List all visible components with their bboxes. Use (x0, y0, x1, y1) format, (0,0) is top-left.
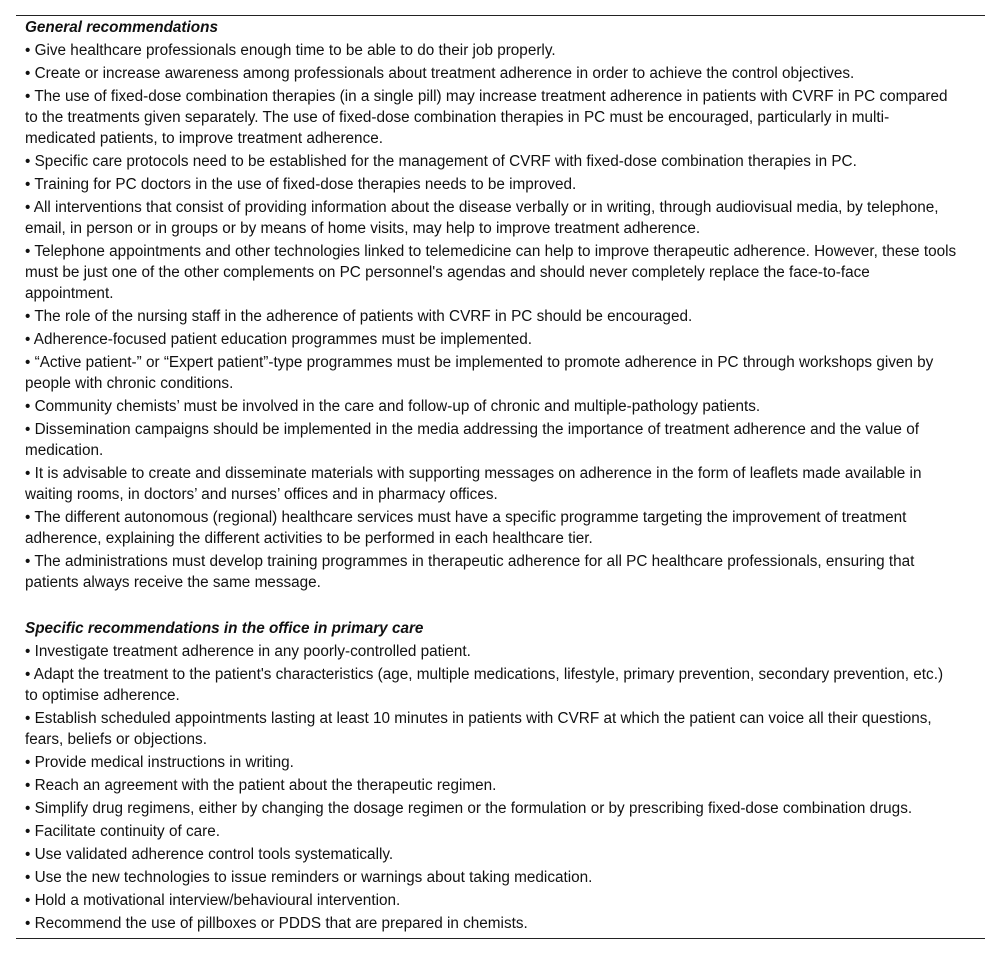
list-item: • Recommend the use of pillboxes or PDDS that are prepared in chemists. (25, 915, 528, 932)
list-item: • Community chemists’ must be involved in the care and follow-up of chronic and multiple-pathology patients. (25, 398, 761, 415)
list-item: • Simplify drug regimens, either by changing the dosage regimen or the formulation or by prescribing fixed-dose combination drugs. (25, 800, 913, 817)
general-recommendations-list (25, 40, 957, 593)
list-item: • Specific care protocols need to be established for the management of CVRF with fixed-dose combination therapies in PC. (25, 153, 857, 170)
list-item: • Adherence-focused patient education programmes must be implemented. (25, 331, 533, 348)
list-item: • Create or increase awareness among professionals about treatment adherence in order to achieve the control objectives. (25, 65, 855, 82)
specific-recommendations-heading: Specific recommendations in the office in primary care (25, 620, 424, 637)
list-item: • All interventions that consist of providing information about the disease verbally or in writing, through audiovisual media, by telephone, email, in person or in groups or by means of home visits, may help to improve treatment adherence. (25, 199, 939, 237)
list-item: • The different autonomous (regional) healthcare services must have a specific programme targeting the improvement of treatment adherence, explaining the different activities to be performed in each healthcare tier. (25, 509, 907, 547)
list-item: • Telephone appointments and other technologies linked to telemedicine can help to improve therapeutic adherence. However, these tools must be just one of the other complements on PC personnel's agendas and should never completely replace the face-to-face appointment. (25, 243, 957, 302)
general-recommendations-heading: General recommendations (25, 19, 218, 36)
list-item: • The role of the nursing staff in the adherence of patients with CVRF in PC should be encouraged. (25, 308, 693, 325)
list-item: • Use the new technologies to issue reminders or warnings about taking medication. (25, 869, 593, 886)
list-item: • Reach an agreement with the patient about the therapeutic regimen. (25, 777, 497, 794)
list-item: • Give healthcare professionals enough time to be able to do their job properly. (25, 42, 556, 59)
list-item: • Dissemination campaigns should be implemented in the media addressing the importance of treatment adherence and the value of medication. (25, 421, 919, 459)
list-item: • Provide medical instructions in writing. (25, 754, 294, 771)
recommendations-content (16, 17, 985, 934)
section-spacer (25, 595, 957, 618)
specific-recommendations-list (25, 641, 957, 934)
recommendations-table (16, 15, 985, 939)
list-item: • The use of fixed-dose combination therapies (in a single pill) may increase treatment adherence in patients with CVRF in PC compared to the treatments given separately. The use of fixed-dose combination therapies in PC must be encouraged, particularly in multi-medicated patients, to improve treatment adherence. (25, 88, 948, 147)
list-item: • It is advisable to create and disseminate materials with supporting messages on adherence in the form of leaflets made available in waiting rooms, in doctors’ and nurses’ offices and in pharmacy offices. (25, 465, 922, 503)
list-item: • The administrations must develop training programmes in therapeutic adherence for all PC healthcare professionals, ensuring that patients always receive the same message. (25, 553, 915, 591)
list-item: • Adapt the treatment to the patient's characteristics (age, multiple medications, lifestyle, primary prevention, secondary prevention, etc.) to optimise adherence. (25, 666, 944, 704)
list-item: • Training for PC doctors in the use of fixed-dose therapies needs to be improved. (25, 176, 577, 193)
list-item: • Use validated adherence control tools systematically. (25, 846, 394, 863)
list-item: • Hold a motivational interview/behavioural intervention. (25, 892, 401, 909)
list-item: • “Active patient-” or “Expert patient”-type programmes must be implemented to promote adherence in PC through workshops given by people with chronic conditions. (25, 354, 934, 392)
list-item: • Establish scheduled appointments lasting at least 10 minutes in patients with CVRF at which the patient can voice all their questions, fears, beliefs or objections. (25, 710, 932, 748)
list-item: • Facilitate continuity of care. (25, 823, 220, 840)
list-item: • Investigate treatment adherence in any poorly-controlled patient. (25, 643, 471, 660)
